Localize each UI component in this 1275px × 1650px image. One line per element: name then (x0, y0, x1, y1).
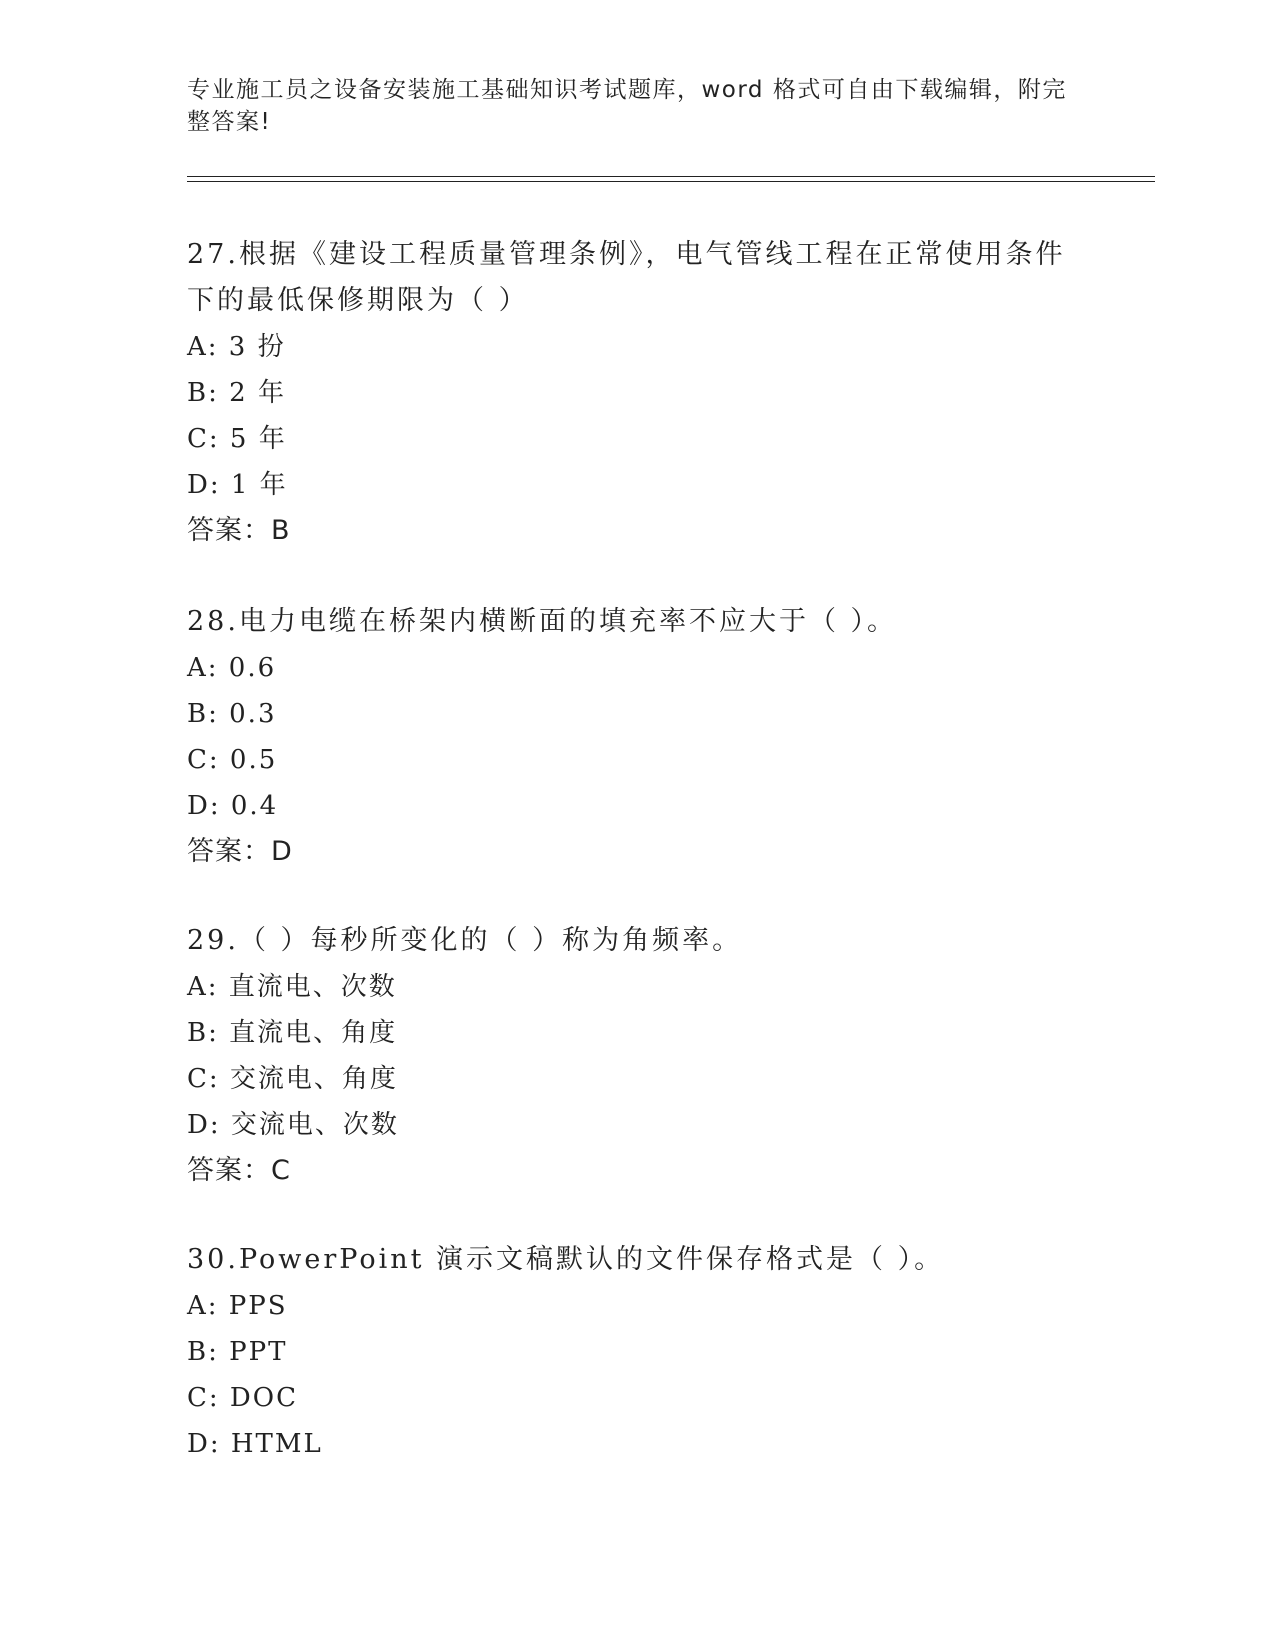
option-b: B: 0.3 (187, 699, 277, 729)
option-d: D: 1 年 (187, 470, 288, 500)
option-d: D: HTML (187, 1429, 323, 1459)
question-stem: 28.电力电缆在桥架内横断面的填充率不应大于（ ）。 (187, 606, 898, 637)
option-a: A: 直流电、次数 (187, 972, 397, 1002)
option-b: B: PPT (187, 1337, 288, 1367)
question-stem: 30.PowerPoint 演示文稿默认的文件保存格式是（ ）。 (187, 1244, 945, 1275)
option-c: C: 交流电、角度 (187, 1064, 398, 1094)
option-c: C: 0.5 (187, 745, 278, 775)
option-a: A: 0.6 (187, 653, 277, 683)
option-d: D: 0.4 (187, 791, 279, 821)
option-b: B: 2 年 (187, 378, 286, 408)
answer: 答案：B (187, 515, 291, 546)
question-28 (187, 599, 1087, 875)
option-b: B: 直流电、角度 (187, 1018, 398, 1048)
document-header-text: 专业施工员之设备安装施工基础知识考试题库，word 格式可自由下载编辑，附完整答案! (187, 77, 1067, 135)
header-divider-top (187, 176, 1155, 177)
question-stem: 29.（ ）每秒所变化的（ ）称为角频率。 (187, 925, 743, 956)
question-stem: 27.根据《建设工程质量管理条例》，电气管线工程在正常使用条件下的最低保修期限为（ ） (187, 239, 1066, 316)
option-d: D: 交流电、次数 (187, 1110, 399, 1140)
option-a: A: 3 扮 (187, 332, 286, 362)
option-a: A: PPS (187, 1291, 288, 1321)
question-27 (187, 232, 1087, 554)
question-30 (187, 1237, 1087, 1467)
header-divider-bottom (187, 181, 1155, 182)
option-c: C: DOC (187, 1383, 298, 1413)
answer: 答案：D (187, 836, 293, 867)
question-29 (187, 918, 1087, 1194)
option-c: C: 5 年 (187, 424, 287, 454)
answer: 答案：C (187, 1155, 291, 1186)
